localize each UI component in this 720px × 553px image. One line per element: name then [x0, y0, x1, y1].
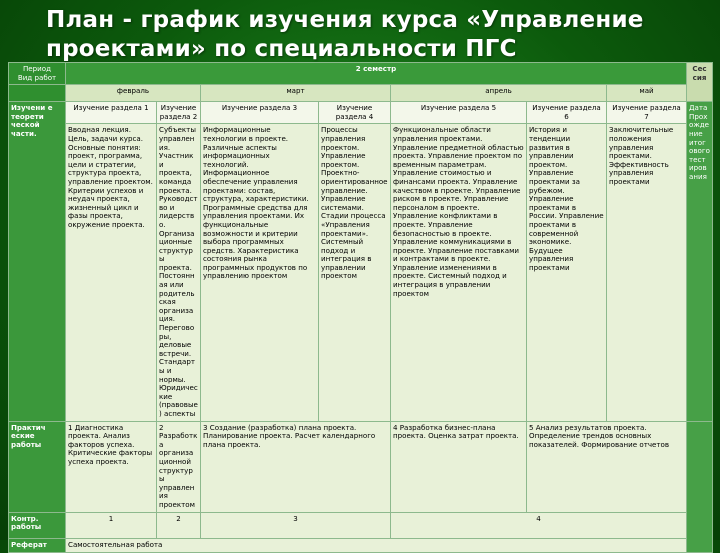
practical-row-header: Практич еские работы — [9, 421, 66, 512]
theory-section-2: Субъекты управления. Участники проекта, команда проекта. Руководство и лидерство. Организационные структуры проекта. Постоянная или родительская организация. Переговоры, деловые встречи. Стандарты и нормы. Юридические (правовые) аспекты — [157, 124, 201, 421]
section-2-header: Изучение раздела 2 — [157, 102, 201, 124]
month-may: май — [607, 85, 687, 102]
theory-section-1: Вводная лекция. Цель, задачи курса. Основные понятия: проект, программа, цели и стратегии, структура проекта, управление проектом. Критерии успехов и неудач проекта, жизненный цикл и фазы проекта, окружение проекта. — [66, 124, 157, 421]
month-april: апрель — [391, 85, 607, 102]
practical-work-5: 5 Анализ результатов проекта. Определение трендов основных показателей. Формирование отчетов — [527, 421, 687, 512]
practical-work-2: 2 Разработка организационной структуры управления проектом — [157, 421, 201, 512]
study-plan-table — [8, 62, 713, 553]
section-7-header: Изучение раздела 7 — [607, 102, 687, 124]
theory-section-6: История и тенденции развития в управлении проектом. Управление проектами за рубежом. Управление проектами в России. Управление проектами в современной экономике. Будущее управления проектами — [527, 124, 607, 421]
theory-section-5: Функциональные области управления проектами. Управление предметной областью проекта. Управление проектом по временным параметрам. Управление стоимостью и финансами проекта. Управление качеством в проекте. Управление риском в проекте. Управление персоналом в проекте. Управление конфликтами в проекте. Управление безопасностью в проекте. Управление коммуникациями в проекте. Управление поставками и контрактами в проекте. Управление изменениями в проекте. Системный подход и интеграция в управлении проектом — [391, 124, 527, 421]
section-5-header: Изучение раздела 5 — [391, 102, 527, 124]
control-work-4: 4 — [391, 512, 687, 538]
control-work-3: 3 — [201, 512, 391, 538]
theory-section-4: Процессы управления проектом. Управление проектом. Проектно-ориентированное управление. Управление системами. Стадии процесса «Управления проектами». Системный подход и интеграция в управлении проектом — [319, 124, 391, 421]
month-march: март — [201, 85, 391, 102]
theory-section-7: Заключительные положения управления проектами. Эффективность управления проектами — [607, 124, 687, 421]
report-cell: Самостоятельная работа — [66, 538, 687, 552]
section-6-header: Изучение раздела 6 — [527, 102, 607, 124]
practical-work-4: 4 Разработка бизнес-плана проекта. Оценка затрат проекта. — [391, 421, 527, 512]
practical-work-3: 3 Создание (разработка) плана проекта. Планирование проекта. Расчет календарного плана проекта. — [201, 421, 391, 512]
section-3-header: Изучение раздела 3 — [201, 102, 319, 124]
practical-work-1: 1 Диагностика проекта. Анализ факторов успеха. Критические факторы успеха проекта. — [66, 421, 157, 512]
theory-section-3: Информационные технологии в проекте. Различные аспекты информационных технологий. Информационное обеспечение управления проектами: состав, структура, характеристики. Программные средства для управления проектами. Их функциональные возможности и критерии выбора программных средств. Характеристика состояния рынка программных продуктов по управлению проектом — [201, 124, 319, 421]
control-work-2: 2 — [157, 512, 201, 538]
control-work-1: 1 — [66, 512, 157, 538]
slide-title: План - график изучения курса «Управление проектами» по специальности ПГС — [46, 7, 644, 62]
theory-row-header: Изучени е теорети ческой части. — [9, 102, 66, 421]
session-header: Сес сия — [687, 63, 713, 102]
header-empty-cell — [9, 85, 66, 102]
report-row-header: Реферат — [9, 538, 66, 552]
control-row-header: Контр. работы — [9, 512, 66, 538]
session-column-fill — [687, 421, 713, 552]
section-4-header: Изучение раздела 4 — [319, 102, 391, 124]
semester-header: 2 семестр — [66, 63, 687, 85]
section-1-header: Изучение раздела 1 — [66, 102, 157, 124]
month-february: февраль — [66, 85, 201, 102]
session-note: Дата Прохождение итогового тестирования — [687, 102, 713, 421]
period-label-cell: Период Вид работ — [9, 63, 66, 85]
